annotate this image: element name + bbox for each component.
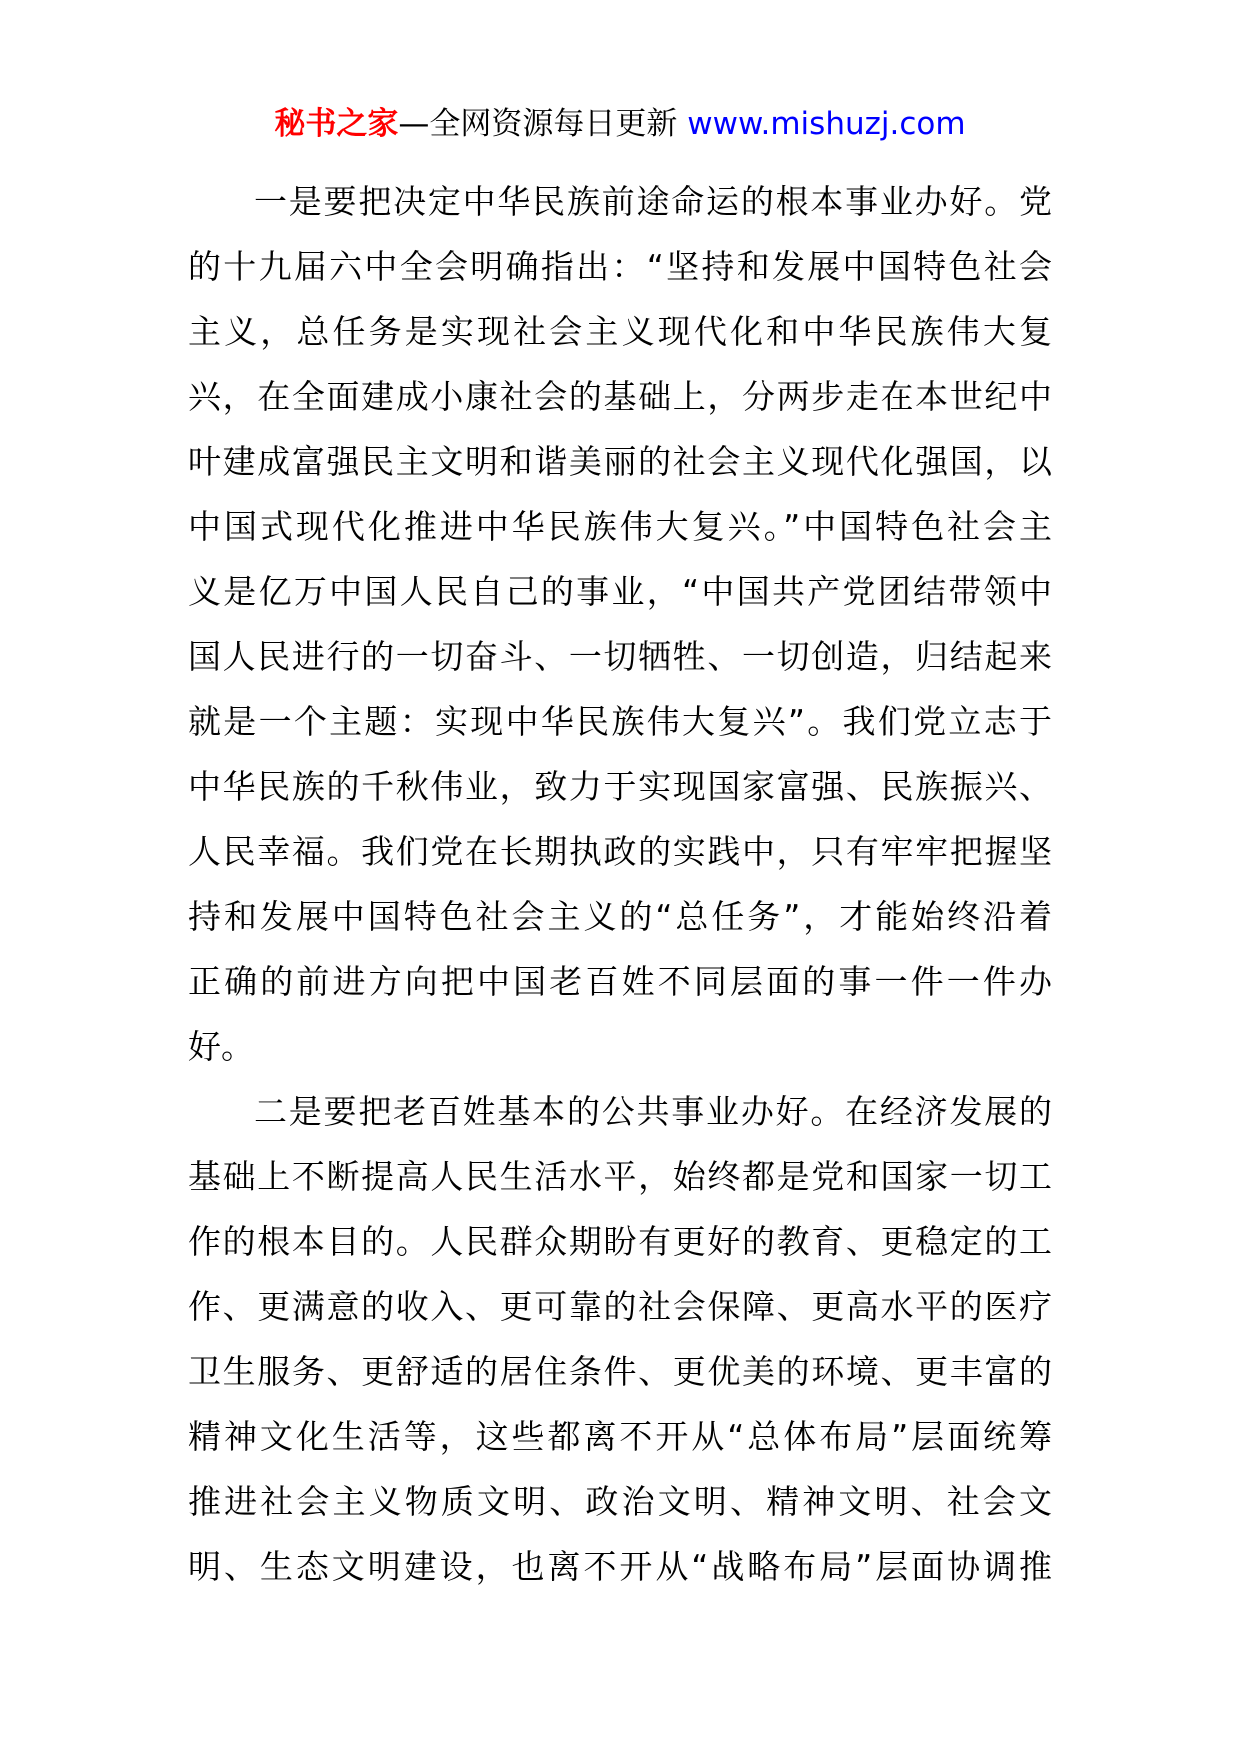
paragraph-line: 精神文化生活等，这些都离不开从“总体布局”层面统筹 <box>188 1417 1052 1456</box>
header-brand: 秘书之家 <box>274 106 399 142</box>
paragraph-line: 一是要把决定中华民族前途命运的根本事业办好。党 <box>254 182 1052 221</box>
paragraph-line: 人民幸福。我们党在长期执政的实践中，只有牢牢把握坚 <box>188 832 1052 871</box>
paragraph-line: 义是亿万中国人民自己的事业，“中国共产党团结带领中 <box>188 572 1052 611</box>
paragraph-line: 明、生态文明建设，也离不开从“战略布局”层面协调推 <box>188 1547 1052 1586</box>
paragraph-line: 主义，总任务是实现社会主义现代化和中华民族伟大复 <box>188 312 1052 351</box>
paragraph-line: 就是一个主题：实现中华民族伟大复兴”。我们党立志于 <box>188 702 1052 741</box>
paragraph-line: 作的根本目的。人民群众期盼有更好的教育、更稳定的工 <box>188 1222 1052 1261</box>
header-tagline: —全网资源每日更新 <box>398 106 688 142</box>
page-header <box>0 102 1240 146</box>
paragraph-2 <box>188 1079 1052 1599</box>
paragraph-line: 作、更满意的收入、更可靠的社会保障、更高水平的医疗 <box>188 1287 1052 1326</box>
paragraph-line: 兴，在全面建成小康社会的基础上，分两步走在本世纪中 <box>188 377 1052 416</box>
paragraph-line: 中国式现代化推进中华民族伟大复兴。”中国特色社会主 <box>188 507 1052 546</box>
paragraph-line: 国人民进行的一切奋斗、一切牺牲、一切创造，归结起来 <box>188 637 1052 676</box>
header-site-url: www.mishuzj.com <box>687 106 966 142</box>
paragraph-1 <box>188 169 1052 1079</box>
paragraph-line: 二是要把老百姓基本的公共事业办好。在经济发展的 <box>254 1092 1052 1131</box>
paragraph-line: 卫生服务、更舒适的居住条件、更优美的环境、更丰富的 <box>188 1352 1052 1391</box>
paragraph-line: 基础上不断提高人民生活水平，始终都是党和国家一切工 <box>188 1157 1052 1196</box>
paragraph-line: 推进社会主义物质文明、政治文明、精神文明、社会文 <box>188 1482 1052 1521</box>
paragraph-line: 好。 <box>188 1027 254 1066</box>
paragraph-line: 正确的前进方向把中国老百姓不同层面的事一件一件办 <box>188 962 1052 1001</box>
document-body <box>188 169 1052 1599</box>
paragraph-line: 叶建成富强民主文明和谐美丽的社会主义现代化强国，以 <box>188 442 1052 481</box>
paragraph-line: 中华民族的千秋伟业，致力于实现国家富强、民族振兴、 <box>188 767 1052 806</box>
paragraph-line: 持和发展中国特色社会主义的“总任务”，才能始终沿着 <box>188 897 1052 936</box>
paragraph-line: 的十九届六中全会明确指出：“坚持和发展中国特色社会 <box>188 247 1052 286</box>
